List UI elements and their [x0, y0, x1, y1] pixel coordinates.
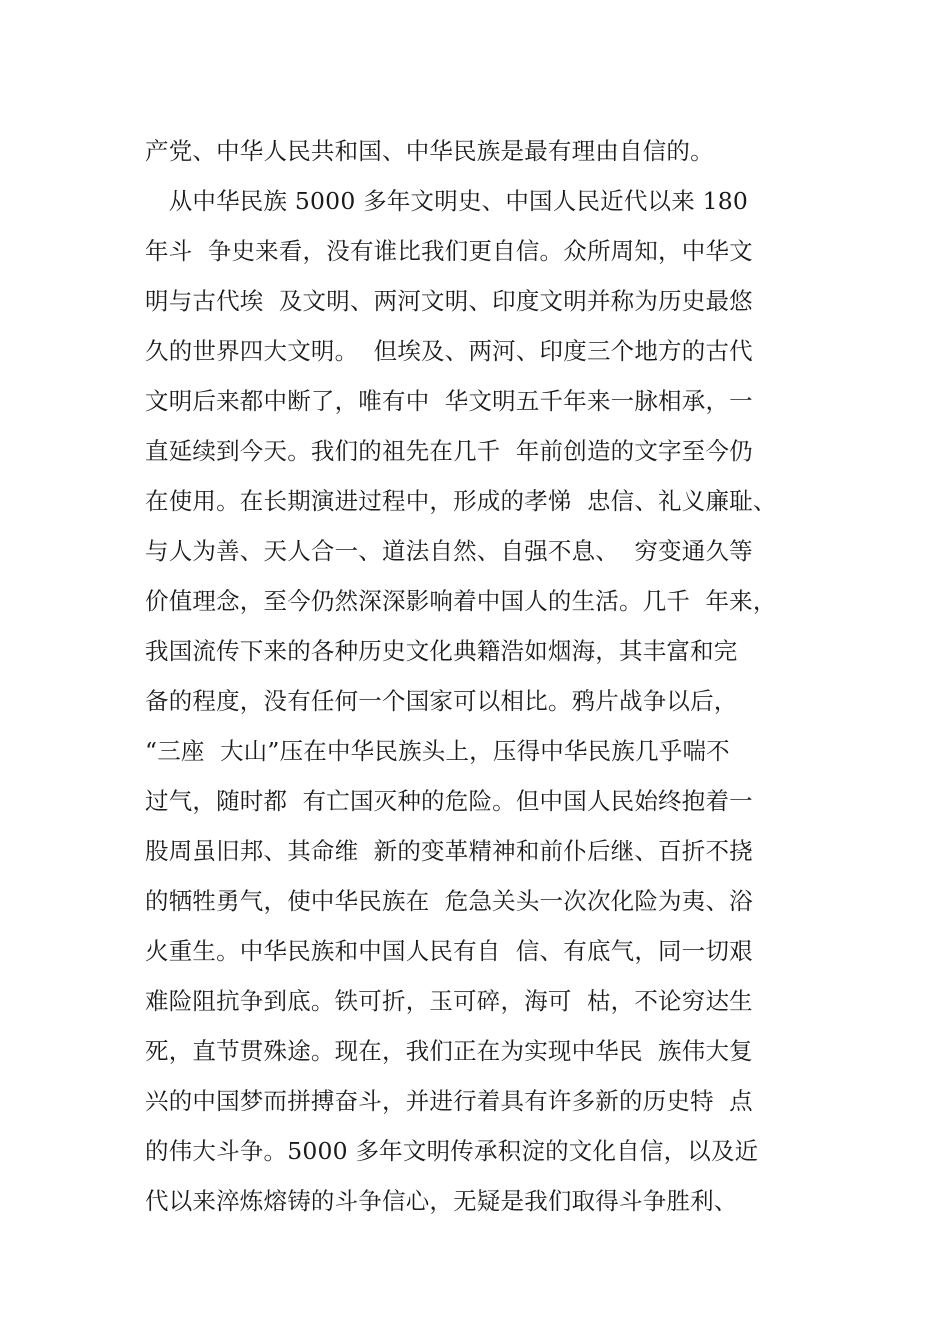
text-line: 与人为善、天人合一、道法自然、自强不息、 穷变通久等 [145, 537, 753, 565]
text-line: 备的程度，没有任何一个国家可以相比。鸦片战争以后， [145, 687, 738, 715]
text-line: 价值理念，至今仍然深深影响着中国人的生活。几千 年来， [145, 587, 777, 615]
text-line: 久的世界四大文明。 但埃及、两河、印度三个地方的古代 [145, 337, 753, 365]
text-line: 我国流传下来的各种历史文化典籍浩如烟海，其丰富和完 [145, 637, 738, 665]
text-line: 的伟大斗争。5000 多年文明传承积淀的文化自信，以及近 [145, 1137, 759, 1165]
text-line: 文明后来都中断了，唯有中 华文明五千年来一脉相承，一 [145, 387, 753, 415]
text-line: 过气，随时都 有亡国灭种的危险。但中国人民始终抱着一 [145, 787, 753, 815]
text-line: 直延续到今天。我们的祖先在几千 年前创造的文字至今仍 [145, 437, 753, 465]
text-line: 明与古代埃 及文明、两河文明、印度文明并称为历史最悠 [145, 287, 753, 315]
text-line: 股周虽旧邦、其命维 新的变革精神和前仆后继、百折不挠 [145, 837, 753, 865]
text-line: 年斗 争史来看，没有谁比我们更自信。众所周知，中华文 [145, 237, 753, 265]
text-line: 从中华民族 5000 多年文明史、中国人民近代以来 180 [145, 187, 749, 215]
text-line: 的牺牲勇气，使中华民族在 危急关头一次次化险为夷、浴 [145, 887, 753, 915]
text-line: 产党、中华人民共和国、中华民族是最有理由自信的。 [145, 137, 714, 165]
text-line: 死，直节贯殊途。现在，我们正在为实现中华民 族伟大复 [145, 1037, 753, 1065]
text-line: “三座 大山”压在中华民族头上，压得中华民族几乎喘不 [145, 737, 730, 765]
body-text [145, 126, 845, 1226]
text-line: 代以来淬炼熔铸的斗争信心，无疑是我们取得斗争胜利、 [145, 1187, 738, 1215]
text-line: 难险阻抗争到底。铁可折，玉可碎，海可 枯，不论穷达生 [145, 987, 753, 1015]
text-line: 在使用。在长期演进过程中，形成的孝悌 忠信、礼义廉耻、 [145, 487, 777, 515]
text-line: 兴的中国梦而拼搏奋斗，并进行着具有许多新的历史特 点 [145, 1087, 753, 1115]
text-line: 火重生。中华民族和中国人民有自 信、有底气，同一切艰 [145, 937, 753, 965]
